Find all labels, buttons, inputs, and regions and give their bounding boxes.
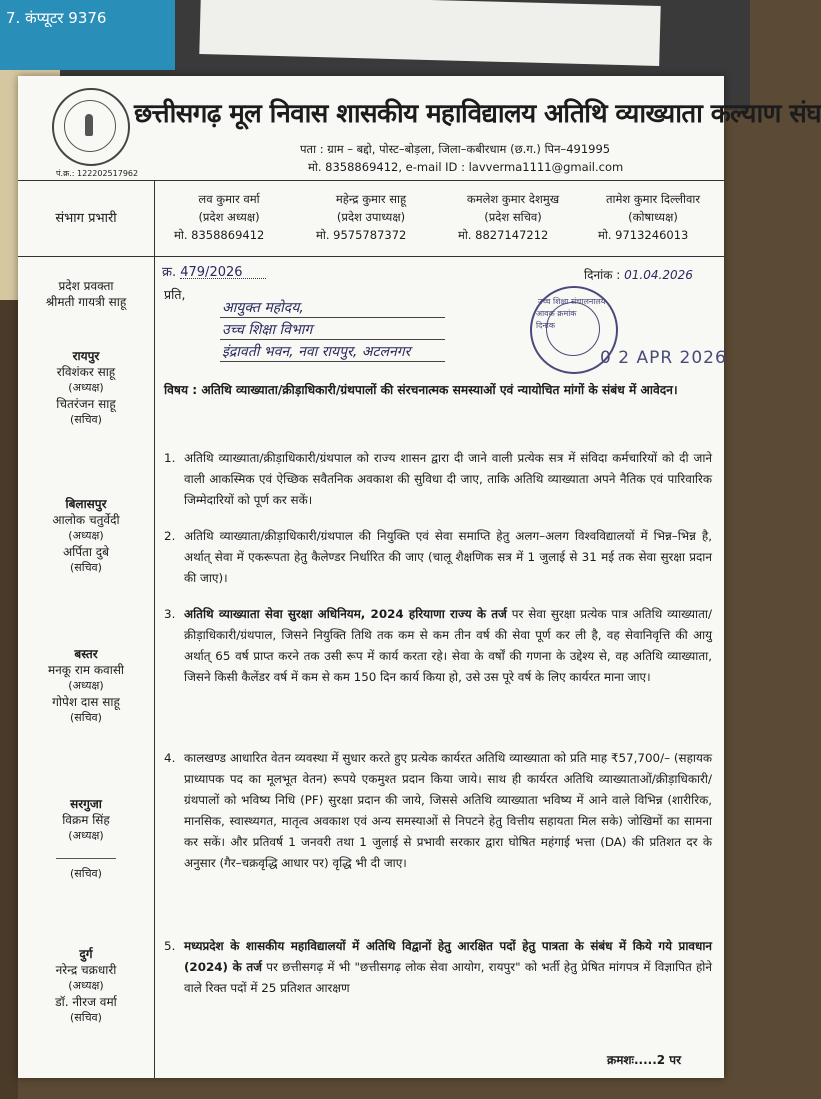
sidebar-role: (सचिव) [70, 561, 102, 574]
address-line: पता : ग्राम – बद्दो, पोस्ट–बोड़ला, जिला–कबीरधाम (छ.ग.) पिन–491995 [300, 142, 611, 156]
sidebar-name: नरेन्द्र चक्रधारी [55, 963, 117, 977]
item-bold-text: अतिथि व्याख्याता सेवा सुरक्षा अधिनियम, 2024 हरियाणा राज्य के तर्ज [184, 607, 507, 621]
sidebar-heading: सरगुजा [70, 797, 102, 811]
item-bold-text: मध्यप्रदेश के शासकीय महाविद्यालयों में अतिथि विद्वानों हेतु आरक्षित पदों हेतु पात्रता के संबंध में किये गये प्रावधान (2024) के तर्ज [184, 939, 712, 974]
sidebar-role: (अध्यक्ष) [68, 829, 104, 842]
background-poster [0, 0, 175, 70]
demand-item-3 [164, 604, 712, 688]
sidebar-name: रविशंकर साहू [56, 365, 116, 379]
sidebar-blank-line [56, 858, 116, 859]
salutation-to: प्रति, [164, 287, 186, 302]
item-number: 2. [164, 529, 176, 543]
officer-treasurer [582, 190, 724, 244]
sidebar-raipur [18, 348, 154, 428]
sidebar-role: (अध्यक्ष) [68, 679, 104, 692]
item-number: 1. [164, 451, 176, 465]
addressee-line: आयुक्त महोदय, [222, 300, 304, 316]
officer-name: कमलेश कुमार देशमुख [466, 192, 560, 206]
letter-sheet [18, 76, 821, 1078]
stamp-inward-no: आवक क्रमांक [536, 309, 577, 318]
officer-post: (प्रदेश अध्यक्ष) [198, 210, 260, 224]
continued-note: क्रमशः.....2 पर [607, 1053, 682, 1067]
officer-vice-president [300, 190, 442, 244]
sidebar-role: (अध्यक्ष) [68, 529, 104, 542]
sidebar-heading: बस्तर [74, 647, 98, 661]
sidebar-spokesperson [18, 278, 154, 310]
org-seal-logo [52, 88, 130, 166]
division-sidebar [18, 180, 155, 1078]
officer-post: (प्रदेश सचिव) [484, 210, 542, 224]
registration-number: पं.क्र.: 122202517962 [56, 169, 139, 178]
background-edge [0, 300, 18, 1099]
stamp-date-label: दिनांक [536, 321, 555, 330]
date-value: 01.04.2026 [624, 268, 693, 282]
sidebar-name: अर्पिता दुबे [62, 545, 110, 559]
sidebar-durg [18, 946, 154, 1026]
item-text: कालखण्ड आधारित वेतन व्यवस्था में सुधार करते हुए प्रत्येक कार्यरत अतिथि व्याख्याता को प्रति माह ₹57,700/– (सहायक प्राध्यापक पद का मूलभूत वेतन) रूपये एकमुश्त प्रदान किया जाये। साथ ही कार्यरत अतिथि व्याख्याताओं/क्रीड़ाधिकारी/ग्रंथपालों को भविष्य निधि (PF) सुरक्षा प्रदान की जाये, जिससे अतिथि व्याख्याता भविष्य में आने वाले विभिन्न (शारीरिक, मानसिक, स्वास्थ्यगत, मातृत्व अवकाश एवं अन्य समस्याओं से निपटने हेतु वित्तीय सहायता मिल सके) जोखिमों का सामना कर सकें। और प्रतिवर्ष 1 जनवरी तथा 1 जुलाई से प्रभावी सरकार द्वारा घोषित महंगाई भत्ता (DA) की प्रतिशत दर के अनुसार (गैर–चक्रवृद्धि आधार पर) वृद्धि भी दी जाए। [184, 751, 712, 870]
date-label: दिनांक : [584, 268, 621, 282]
officer-post: (कोषाध्यक्ष) [628, 210, 678, 224]
sidebar-title: संभाग प्रभारी [55, 211, 117, 226]
reference-underline [180, 278, 266, 279]
officer-mobile: मो. 9713246013 [598, 228, 689, 242]
sidebar-role: (सचिव) [70, 1011, 102, 1024]
addressee-underline [220, 361, 445, 362]
officers-row [154, 180, 724, 257]
sidebar-name: आलोक चतुर्वेदी [52, 513, 120, 527]
officer-mobile: मो. 8827147212 [458, 228, 549, 242]
demand-item-2 [164, 526, 712, 589]
item-text: पर छत्तीसगढ़ में भी "छत्तीसगढ़ लोक सेवा आयोग, रायपुर" को भर्ती हेतु प्रेषित मांगपत्र में विज्ञापित होने वाले रिक्त पदों में 25 प्रतिशत आरक्षण [184, 960, 712, 995]
letter-body [154, 256, 727, 1078]
sidebar-role: (सचिव) [70, 867, 102, 880]
sidebar-role: (सचिव) [70, 711, 102, 724]
seal-figure-icon [85, 114, 93, 136]
sidebar-name: मनकू राम कवासी [47, 663, 125, 677]
sidebar-bastar [18, 646, 154, 726]
item-text: पर सेवा सुरक्षा प्रत्येक पात्र अतिथि व्याख्याता/क्रीड़ाधिकारी/ग्रंथपाल, जिसने नियुक्ति तिथि तक कम से कम तीन वर्ष की सेवा पूर्ण कर ली है, वह सेवानिवृत्ति की आयु अर्थात् 65 वर्ष प्राप्त करने तक उसी रूप में कार्य करता रहे। सेवा के वर्षों की गणना के उद्देश्य से, वह अतिथि व्याख्याता, जिसने किसी कैलेंडर वर्ष में कम से कम 150 दिन कार्य किया हो, उसे उस पूरे वर्ष के लिए कार्यरत माना जाए। [184, 607, 712, 684]
item-number: 3. [164, 607, 176, 621]
item-text: अतिथि व्याख्याता/क्रीड़ाधिकारी/ग्रंथपाल की नियुक्ति एवं सेवा समाप्ति हेतु अलग–अलग विश्वविद्यालयों में भिन्न–भिन्न है, अर्थात् सेवा में एकरूपता हेतु कैलेण्डर निर्धारित की जाए (चालू शैक्षणिक सत्र में 1 जुलाई से 31 मई तक सेवा सुरक्षा प्रदान की जाए)। [184, 529, 712, 585]
officer-president [158, 190, 300, 244]
sidebar-bilaspur [18, 496, 154, 576]
sidebar-name: विक्रम सिंह [62, 813, 110, 827]
officer-name: तामेश कुमार दिल्लीवार [605, 192, 701, 206]
addressee-line: इंद्रावती भवन, नवा रायपुर, अटलनगर [222, 344, 411, 360]
demand-item-5 [164, 936, 712, 999]
letter-date [584, 266, 693, 283]
stamp-office: उच्च शिक्षा संचालनालय [538, 297, 606, 306]
sidebar-role: (अध्यक्ष) [68, 381, 104, 394]
sidebar-role: (अध्यक्ष) [68, 979, 104, 992]
sidebar-heading: रायपुर [72, 349, 100, 363]
sidebar-heading: बिलासपुर [65, 497, 107, 511]
officer-name: महेन्द्र कुमार साहू [335, 192, 407, 206]
sidebar-name: डॉ. नीरज वर्मा [55, 995, 117, 1009]
item-number: 5. [164, 939, 176, 953]
item-number: 4. [164, 751, 176, 765]
poster-text: 7. कंप्यूटर 9376 [6, 9, 107, 27]
officer-secretary [442, 190, 584, 244]
sidebar-name: चितरंजन साहू [56, 397, 116, 411]
sidebar-role: (सचिव) [70, 413, 102, 426]
demand-item-1 [164, 448, 712, 511]
officer-mobile: मो. 8358869412 [174, 228, 265, 242]
sidebar-divider [18, 256, 154, 257]
letter-subject: विषय : अतिथि व्याख्याता/क्रीड़ाधिकारी/ग्रंथपालों की संरचनात्मक समस्याओं एवं न्यायोचित मांगों के संबंध में आवेदन। [164, 383, 678, 397]
officer-name: लव कुमार वर्मा [198, 192, 260, 206]
sidebar-heading: प्रदेश प्रवक्ता [58, 279, 114, 293]
sidebar-surguja [18, 796, 154, 882]
sidebar-heading: दुर्ग [79, 947, 93, 961]
officer-post: (प्रदेश उपाध्यक्ष) [336, 210, 406, 224]
contact-line: मो. 8358869412, e-mail ID : lavverma1111@gmail.com [308, 160, 624, 174]
item-text: अतिथि व्याख्याता/क्रीड़ाधिकारी/ग्रंथपाल को राज्य शासन द्वारा दी जाने वाली प्रत्येक सत्र में संविदा कर्मचारियों को दी जाने वाली आकस्मिक एवं ऐच्छिक सवैतनिक अवकाश की सुविधा दी जाए, ताकि अतिथि व्याख्याता अपने नैतिक एवं पारिवारिक जिम्मेदारियों को पूर्ण कर सकें। [184, 451, 712, 507]
addressee-line: उच्च शिक्षा विभाग [222, 322, 313, 338]
addressee-underline [220, 317, 445, 318]
letterhead [18, 76, 821, 181]
seal-inner-ring [64, 100, 116, 152]
demand-item-4 [164, 748, 712, 874]
officer-mobile: मो. 9575787372 [316, 228, 407, 242]
reference-number: क्र. 479/2026 [162, 265, 243, 280]
stamp-received-date: 0 2 APR 2026 [600, 348, 727, 368]
sidebar-name: गोपेश दास साहू [52, 695, 120, 709]
organization-name: छत्तीसगढ़ मूल निवास शासकीय महाविद्यालय अतिथि व्याख्याता कल्याण संघ [134, 99, 821, 129]
sidebar-name: श्रीमती गायत्री साहू [45, 295, 127, 309]
addressee-underline [220, 339, 445, 340]
